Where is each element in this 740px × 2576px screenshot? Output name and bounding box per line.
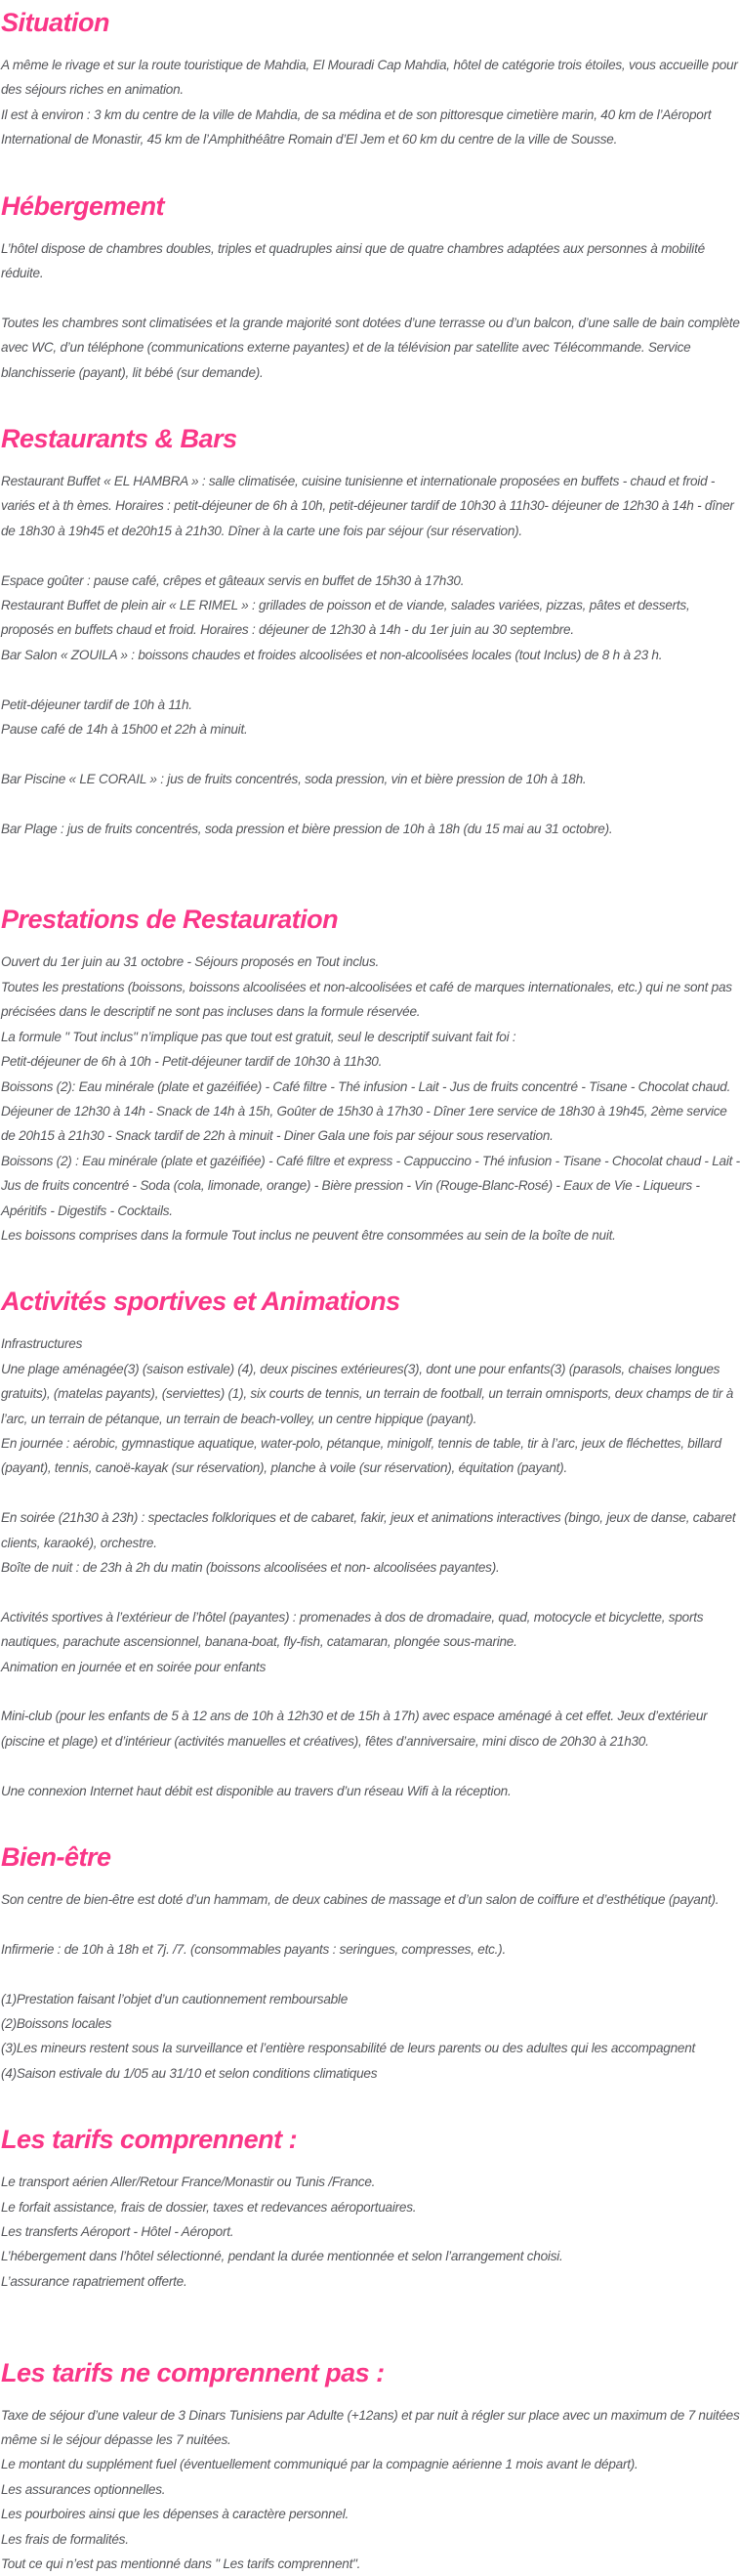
paragraph: Déjeuner de 12h30 à 14h - Snack de 14h à 15h, Goûter de 15h30 à 17h30 - Dîner 1ere service de 18h30 à 19h45, 2ème service de 20h15 à 21h30 - Snack tardif de 22h à minuit - Diner Gala une fois par séjour sous reservation. [1, 1103, 727, 1144]
paragraph: Le transport aérien Aller/Retour France/Monastir ou Tunis /France. [1, 2175, 376, 2190]
paragraph: Petit-déjeuner tardif de 10h à 11h. [1, 697, 192, 712]
paragraph: Le montant du supplément fuel (éventuellement communiqué par la compagnie aérienne 1 mois avant le départ). [1, 2457, 638, 2472]
paragraph: Le forfait assistance, frais de dossier, taxes et redevances aéroportuaires. [1, 2199, 417, 2215]
paragraph-spacer [1, 791, 740, 816]
paragraph: Bar Salon « ZOUILA » : boissons chaudes et froides alcoolisées et non-alcoolisées locales (tout Inclus) de 8 h à 23 h. [1, 647, 663, 662]
paragraph-spacer [1, 667, 740, 692]
paragraph: Boissons (2) : Eau minérale (plate et gazéifiée) - Café filtre et express - Cappuccino - Thé infusion - Tisane - Chocolat chaud - Lait - Jus de fruits concentré - Soda (cola, limonade, orange) - Bière pression - Vin (Rouge-Blanc-Rosé) - Eaux de Vie - Liqueurs - Apéritifs - Digestifs - Cocktails. [1, 1153, 740, 1218]
paragraph: Taxe de séjour d’une valeur de 3 Dinars Tunisiens par Adulte (+12ans) et par nuit à régler sur place avec un maximum de 7 nuitées même si le séjour dépasse les 7 nuitées. [1, 2407, 740, 2448]
paragraph-spacer [1, 1481, 740, 1505]
paragraph-spacer [1, 1580, 740, 1604]
paragraph: Mini-club (pour les enfants de 5 à 12 ans de 10h à 12h30 et de 15h à 17h) avec espace aménagé à cet effet. Jeux d’extérieur (piscine et plage) et d’intérieur (activités manuelles et créatives), fêtes d’anniversaire, mini disco de 20h30 à 21h30. [1, 1709, 708, 1749]
paragraph: Une plage aménagée(3) (saison estivale) (4), deux piscines extérieures(3), dont une pour enfants(3) (parasols, chaises longues gratuits), (matelas payants), (serviettes) (1), six courts de tennis, un terrain de football, un terrain omnisports, deux champs de tir à l’arc, un terrain de pétanque, un terrain de beach-volley, un centre hippique (payant). [1, 1361, 733, 1426]
paragraph: En journée : aérobic, gymnastique aquatique, water-polo, pétanque, minigolf, tennis de table, tir à l’arc, jeux de fléchettes, billard (payant), tennis, canoë-kayak (sur réservation), planche à voile (sur réservation), équitation (payant). [1, 1435, 721, 1476]
paragraph-spacer [1, 1962, 740, 1986]
paragraph-spacer [1, 285, 740, 310]
paragraph: Boîte de nuit : de 23h à 2h du matin (boissons alcoolisées et non- alcoolisées payantes). [1, 1559, 500, 1575]
paragraph: Ouvert du 1er juin au 31 octobre - Séjours proposés en Tout inclus. [1, 954, 380, 970]
paragraph: Les transferts Aéroport - Hôtel - Aéroport. [1, 2224, 234, 2240]
section-heading: Activités sportives et Animations [1, 1287, 400, 1317]
paragraph: L’hébergement dans l’hôtel sélectionné, pendant la durée mentionnée et selon l’arrangement choisi. [1, 2249, 563, 2264]
paragraph: Les assurances optionnelles. [1, 2481, 166, 2497]
paragraph: Activités sportives à l’extérieur de l’hôtel (payantes) : promenades à dos de dromadaire, quad, motocycle et bicyclette, sports nautiques, parachute ascensionnel, banana-boat, fly-fish, catamaran, plongée sous-marine. [1, 1609, 704, 1650]
paragraph-spacer [1, 1753, 740, 1778]
section-heading: Prestations de Restauration [1, 905, 339, 935]
section-heading: Hébergement [1, 190, 165, 221]
paragraph: Les frais de formalités. [1, 2531, 129, 2547]
paragraph: Animation en journée et en soirée pour enfants [1, 1659, 267, 1674]
section-heading: Les tarifs comprennent : [1, 2125, 298, 2155]
paragraph: (4)Saison estivale du 1/05 au 31/10 et selon conditions climatiques [1, 2065, 378, 2081]
paragraph: L’hôtel dispose de chambres doubles, triples et quadruples ainsi que de quatre chambres adaptées aux personnes à mobilité réduite. [1, 240, 705, 281]
paragraph: Toutes les prestations (boissons, boissons alcoolisées et non-alcoolisées et café de marques internationales, etc.) qui ne sont pas précisées dans le descriptif ne sont pas incluses dans la formule réservée. [1, 979, 732, 1020]
paragraph: En soirée (21h30 à 23h) : spectacles folkloriques et de cabaret, fakir, jeux et animations interactives (bingo, jeux de danse, cabaret clients, karaoké), orchestre. [1, 1510, 736, 1550]
paragraph: Boissons (2): Eau minérale (plate et gazéifiée) - Café filtre - Thé infusion - Lait - Jus de fruits concentré - Tisane - Chocolat chaud. [1, 1078, 731, 1094]
paragraph: Bar Plage : jus de fruits concentrés, soda pression et bière pression de 10h à 18h (du 15 mai au 31 octobre). [1, 821, 613, 836]
paragraph: Pause café de 14h à 15h00 et 22h à minuit. [1, 722, 248, 738]
section-heading: Les tarifs ne comprennent pas : [1, 2357, 385, 2387]
paragraph: Infrastructures [1, 1336, 83, 1352]
paragraph: Restaurant Buffet de plein air « LE RIMEL » : grillades de poisson et de viande, salades variées, pizzas, pâtes et desserts, proposés en buffets chaud et froid. Horaires : déjeuner de 12h30 à 14h - du 1er juin au 30 septembre. [1, 598, 690, 638]
paragraph: Petit-déjeuner de 6h à 10h - Petit-déjeuner tardif de 10h30 à 11h30. [1, 1054, 383, 1070]
paragraph: (2)Boissons locales [1, 2016, 112, 2031]
paragraph: Il est à environ : 3 km du centre de la ville de Mahdia, de sa médina et de son pittoresque cimetière marin, 40 km de l’Aéroport International de Monastir, 45 km de l’Amphithéâtre Romain d’El Jem et 60 km du centre de la ville de Sousse. [1, 106, 712, 148]
paragraph: A même le rivage et sur la route touristique de Mahdia, El Mouradi Cap Mahdia, hôtel de catégorie trois étoiles, vous accueille pour des séjours riches en animation. [1, 58, 738, 98]
paragraph: Une connexion Internet haut débit est disponible au travers d’un réseau Wifi à la réception. [1, 1783, 512, 1798]
paragraph: Toutes les chambres sont climatisées et la grande majorité sont dotées d’une terrasse ou d’un balcon, d’une salle de bain complète avec WC, d’un téléphone (communications externe payantes) et de la télévision par satellite avec Télécommande. Service blanchisserie (payant), lit bébé (sur demande). [1, 315, 740, 380]
paragraph: Restaurant Buffet « EL HAMBRA » : salle climatisée, cuisine tunisienne et internationale proposées en buffets - chaud et froid - variés et à th èmes. Horaires : petit-déjeuner de 6h à 10h, petit-déjeuner tardif de 10h30 à 11h30- déjeuner de 12h30 à 14h - dîner de 18h30 à 19h45 et de20h15 à 21h30. Dîner à la carte une fois par séjour (sur réservation). [1, 474, 734, 538]
paragraph-spacer [1, 841, 740, 866]
paragraph: Tout ce qui n’est pas mentionné dans " Les tarifs comprennent". [1, 2556, 361, 2572]
paragraph-spacer [1, 741, 740, 766]
paragraph: Espace goûter : pause café, crêpes et gâteaux servis en buffet de 15h30 à 17h30. [1, 572, 465, 588]
paragraph: L’assurance rapatriement offerte. [1, 2273, 187, 2289]
paragraph: Son centre de bien-être est doté d’un hammam, de deux cabines de massage et d’un salon de coiffure et d’esthétique (payant). [1, 1892, 719, 1907]
paragraph: (3)Les mineurs restent sous la surveillance et l’entière responsabilité de leurs parents ou des adultes qui les accompagnent [1, 2041, 696, 2056]
section-heading: Situation [1, 8, 109, 37]
section-heading: Bien-être [1, 1842, 111, 1872]
paragraph: (1)Prestation faisant l’objet d’un cautionnement remboursable [1, 1991, 349, 2006]
paragraph-spacer [1, 543, 740, 568]
paragraph: Les pourboires ainsi que les dépenses à caractère personnel. [1, 2507, 349, 2522]
section-heading: Restaurants & Bars [1, 424, 237, 454]
paragraph: Infirmerie : de 10h à 18h et 7j. /7. (consommables payants : seringues, compresses, etc.). [1, 1941, 506, 1957]
paragraph: La formule " Tout inclus" n’implique pas que tout est gratuit, seul le descriptif suivant fait foi : [1, 1029, 516, 1044]
paragraph: Les boissons comprises dans la formule Tout inclus ne peuvent être consommées au sein de la boîte de nuit. [1, 1227, 616, 1243]
paragraph: Bar Piscine « LE CORAIL » : jus de fruits concentrés, soda pression, vin et bière pression de 10h à 18h. [1, 771, 587, 786]
paragraph-spacer [1, 2294, 740, 2318]
paragraph-spacer [1, 1912, 740, 1936]
paragraph-spacer [1, 1679, 740, 1704]
